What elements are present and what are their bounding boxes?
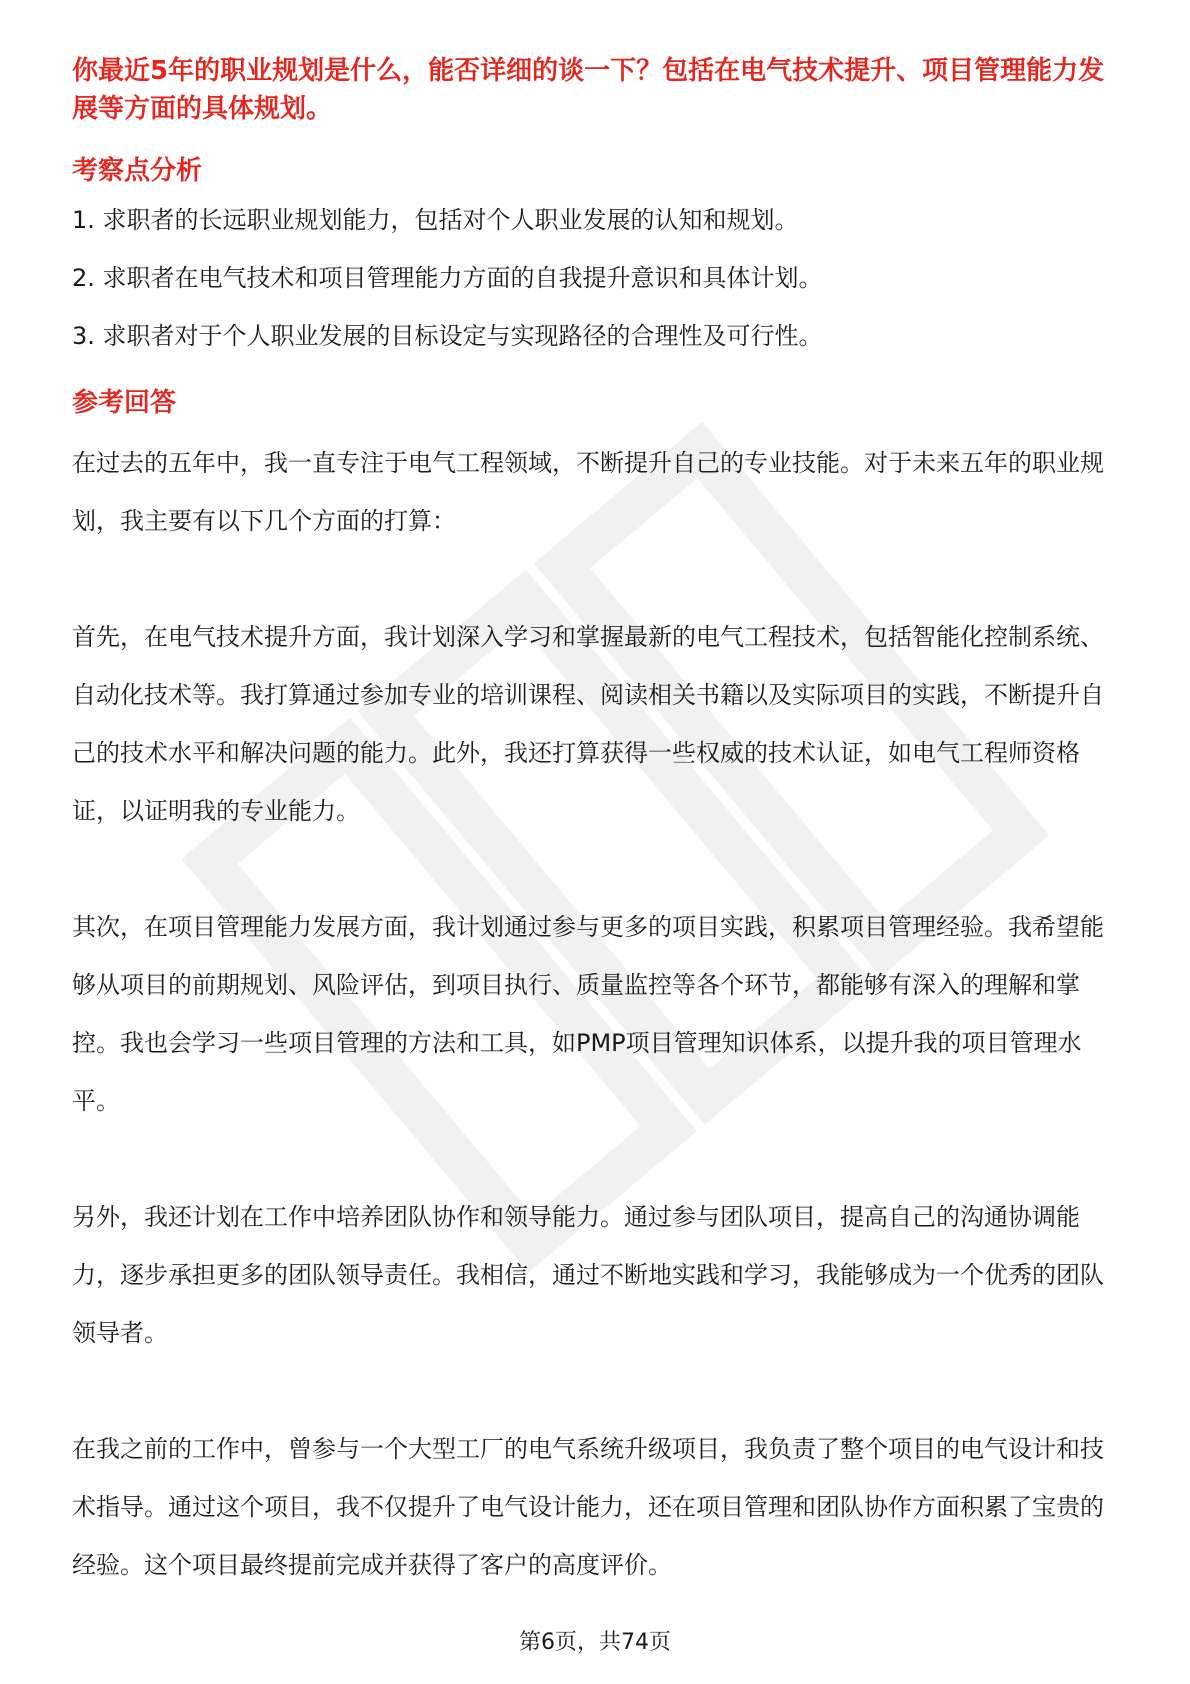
answer-paragraph: 首先，在电气技术提升方面，我计划深入学习和掌握最新的电气工程技术，包括智能化控制系统、自动化技术等。我打算通过参加专业的培训课程、阅读相关书籍以及实际项目的实践，不断提升自己的技术水平和解决问题的能力。此外，我还打算获得一些权威的技术认证，如电气工程师资格证，以证明我的专业能力。 bbox=[72, 623, 1104, 825]
answer-paragraph: 在我之前的工作中，曾参与一个大型工厂的电气系统升级项目，我负责了整个项目的电气设计和技术指导。通过这个项目，我不仅提升了电气设计能力，还在项目管理和团队协作方面积累了宝贵的经验。这个项目最终提前完成并获得了客户的高度评价。 bbox=[72, 1435, 1104, 1579]
analysis-point: 3. 求职者对于个人职业发展的目标设定与实现路径的合理性及可行性。 bbox=[72, 322, 823, 350]
answer-paragraph: 在过去的五年中，我一直专注于电气工程领域，不断提升自己的专业技能。对于未来五年的职业规划，我主要有以下几个方面的打算： bbox=[72, 449, 1104, 535]
question-heading: 你最近5年的职业规划是什么，能否详细的谈一下？包括在电气技术提升、项目管理能力发展等方面的具体规划。 bbox=[72, 56, 1105, 124]
answer-title: 参考回答 bbox=[72, 388, 177, 418]
analysis-points bbox=[72, 202, 1118, 354]
page-number-footer: 第6页，共74页 bbox=[519, 1630, 671, 1655]
analysis-point: 1. 求职者的长远职业规划能力，包括对个人职业发展的认知和规划。 bbox=[72, 206, 799, 234]
analysis-point: 2. 求职者在电气技术和项目管理能力方面的自我提升意识和具体计划。 bbox=[72, 264, 823, 292]
answer-paragraph: 另外，我还计划在工作中培养团队协作和领导能力。通过参与团队项目，提高自己的沟通协调能力，逐步承担更多的团队领导责任。我相信，通过不断地实践和学习，我能够成为一个优秀的团队领导者。 bbox=[72, 1203, 1104, 1347]
answer-body bbox=[72, 434, 1118, 1594]
answer-paragraph: 其次，在项目管理能力发展方面，我计划通过参与更多的项目实践，积累项目管理经验。我希望能够从项目的前期规划、风险评估，到项目执行、质量监控等各个环节，都能够有深入的理解和掌控。我也会学习一些项目管理的方法和工具，如PMP项目管理知识体系，以提升我的项目管理水平。 bbox=[72, 913, 1104, 1115]
analysis-title: 考察点分析 bbox=[72, 156, 203, 186]
content-area bbox=[72, 52, 1118, 1594]
